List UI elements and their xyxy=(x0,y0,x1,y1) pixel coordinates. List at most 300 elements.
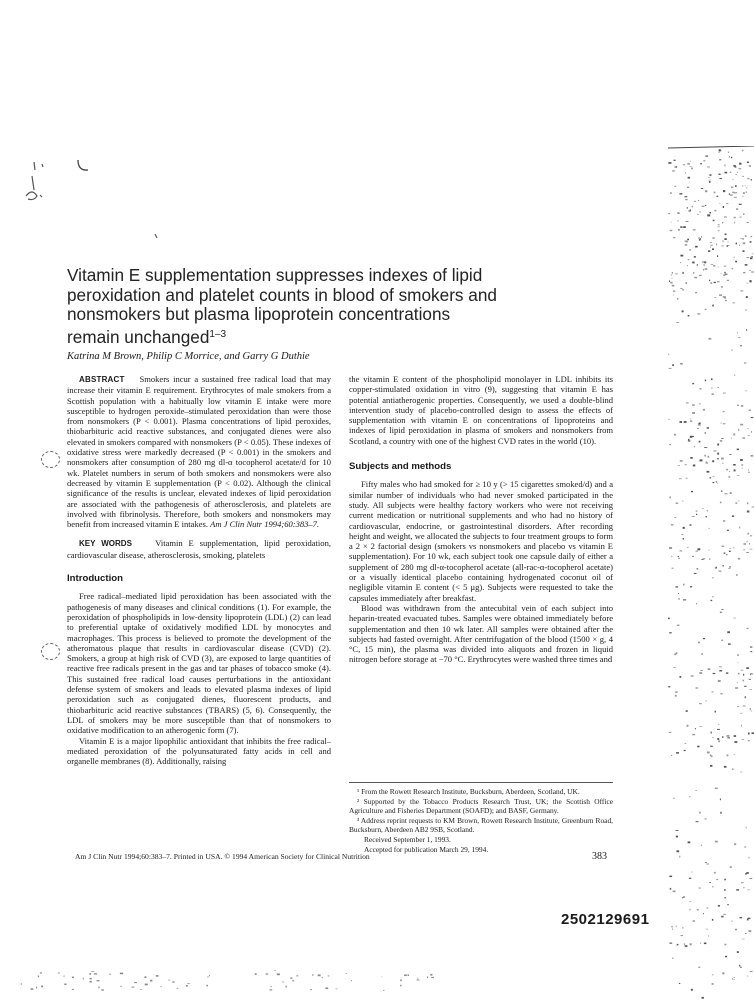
noise-speck xyxy=(698,642,700,644)
noise-speck xyxy=(731,921,733,922)
noise-speck xyxy=(719,178,722,179)
noise-speck xyxy=(678,558,680,559)
noise-speck xyxy=(712,737,714,738)
author-list: Katrina M Brown, Philip C Morrice, and Garry G Duthie xyxy=(67,351,310,362)
noise-speck xyxy=(708,935,709,936)
noise-speck xyxy=(694,446,695,447)
noise-speck xyxy=(672,170,675,171)
noise-speck xyxy=(741,406,743,407)
noise-speck xyxy=(708,250,710,252)
noise-speck xyxy=(668,213,670,214)
noise-speck xyxy=(743,196,744,198)
noise-speck xyxy=(734,735,737,737)
noise-speck xyxy=(749,165,751,167)
abstract-text: Smokers incur a sustained free radical load that may increase their vitamin E requirement. Erythrocytes of male smokers from a Scottish population with a habitually low vitamin E intake were more susceptible to hydrogen peroxide–stimulated peroxidation than were those from nonsmokers (P < 0.001). Plasma concentrations of lipid peroxides, thiobarbituric acid reactive substances, and conjugated dienes were also elevated in smokers compared with nonsmokers (P < 0.05). These indexes of oxidative stress were markedly decreased (P < 0.001) in the smokers and nonsmokers after consumption of 280 mg dl-α tocopherol acetate/d for 10 wk. Platelet numbers in serum of both smokers and nonsmokers were also decreased by vitamin E supplementation (P < 0.02). Although the clinical significance of the results is unclear, elevated indexes of lipid peroxidation are associated with the pathogenesis of atherosclerosis, and platelets are involved with fibrinolysis. Therefore, both smokers and nonsmokers may benefit from increased vitamin E intakes. xyxy=(67,374,331,530)
noise-speck xyxy=(674,434,676,436)
noise-speck xyxy=(725,234,727,236)
noise-speck xyxy=(739,500,740,501)
noise-speck xyxy=(731,438,732,439)
noise-speck xyxy=(670,192,672,194)
noise-speck xyxy=(673,667,675,668)
noise-speck xyxy=(748,472,750,473)
noise-speck xyxy=(721,916,723,918)
noise-speck xyxy=(690,909,691,911)
noise-speck xyxy=(707,214,710,216)
noise-speck xyxy=(713,476,715,477)
noise-speck xyxy=(696,790,697,791)
noise-speck xyxy=(700,238,701,240)
noise-speck xyxy=(728,477,730,478)
noise-speck xyxy=(735,185,737,187)
noise-speck xyxy=(678,598,679,600)
noise-speck xyxy=(717,458,719,459)
noise-speck xyxy=(721,640,723,641)
noise-speck xyxy=(695,246,698,248)
noise-speck xyxy=(744,686,746,687)
noise-speck xyxy=(715,788,718,789)
noise-speck xyxy=(94,973,97,974)
noise-speck xyxy=(678,229,680,231)
noise-speck xyxy=(721,458,724,460)
noise-speck xyxy=(726,203,728,204)
noise-speck xyxy=(83,978,84,980)
noise-speck xyxy=(724,766,727,768)
noise-speck xyxy=(690,943,692,945)
noise-speck xyxy=(346,973,347,974)
noise-speck xyxy=(718,225,720,226)
noise-speck xyxy=(701,236,702,238)
noise-speck xyxy=(144,976,146,978)
noise-speck xyxy=(383,990,384,991)
noise-speck xyxy=(736,208,738,210)
noise-speck xyxy=(730,548,731,549)
noise-speck xyxy=(672,272,673,273)
noise-speck xyxy=(708,668,711,670)
noise-speck xyxy=(725,172,728,174)
noise-speck xyxy=(672,929,673,930)
noise-speck xyxy=(711,732,712,734)
noise-speck xyxy=(676,836,678,838)
noise-speck xyxy=(720,799,721,801)
noise-speck xyxy=(740,424,743,426)
noise-speck xyxy=(742,185,743,186)
noise-speck xyxy=(729,551,731,552)
noise-speck xyxy=(709,558,710,560)
noise-speck xyxy=(719,571,722,572)
noise-speck xyxy=(680,460,683,462)
noise-speck xyxy=(707,167,710,168)
noise-speck xyxy=(732,515,734,517)
noise-speck xyxy=(702,508,704,509)
noise-speck xyxy=(690,209,691,211)
noise-speck xyxy=(727,469,728,471)
noise-speck xyxy=(748,857,749,859)
noise-speck xyxy=(670,230,673,231)
noise-speck xyxy=(209,975,210,976)
abstract xyxy=(67,374,331,529)
noise-speck xyxy=(709,528,710,529)
noise-speck xyxy=(743,176,744,177)
noise-speck xyxy=(721,438,724,439)
noise-speck xyxy=(713,265,715,267)
noise-speck xyxy=(731,187,733,188)
noise-speck xyxy=(679,193,682,194)
noise-speck xyxy=(711,600,713,601)
noise-speck xyxy=(744,362,746,363)
scan-mark-squiggle xyxy=(26,176,42,200)
noise-speck xyxy=(743,193,745,194)
noise-speck xyxy=(312,974,313,976)
noise-speck xyxy=(719,666,722,667)
noise-speck xyxy=(743,214,744,215)
noise-speck xyxy=(668,686,670,687)
noise-speck xyxy=(749,270,751,271)
noise-speck xyxy=(145,984,148,986)
noise-speck xyxy=(705,862,707,863)
noise-speck xyxy=(669,943,672,944)
noise-speck xyxy=(318,975,321,977)
abstract-citation: Am J Clin Nutr 1994;60:383–7. xyxy=(210,519,320,530)
noise-speck xyxy=(685,743,687,744)
noise-speck xyxy=(738,429,739,431)
noise-speck xyxy=(696,603,697,604)
noise-speck xyxy=(722,736,724,738)
noise-speck xyxy=(744,847,746,848)
noise-speck xyxy=(715,210,717,212)
noise-speck xyxy=(730,195,733,196)
noise-speck xyxy=(734,618,736,619)
noise-speck xyxy=(680,226,682,228)
noise-speck xyxy=(120,973,123,975)
noise-speck xyxy=(680,550,683,551)
noise-speck xyxy=(741,725,742,727)
noise-speck xyxy=(704,447,707,448)
noise-speck xyxy=(733,303,735,304)
noise-speck xyxy=(693,272,694,274)
margin-annotation-circle xyxy=(41,643,60,660)
noise-speck xyxy=(721,273,722,274)
noise-speck xyxy=(725,300,726,301)
noise-speck xyxy=(719,295,722,296)
noise-speck xyxy=(691,675,694,676)
noise-speck xyxy=(675,691,677,693)
column-right xyxy=(349,374,613,665)
noise-speck xyxy=(671,275,672,276)
noise-speck xyxy=(682,272,683,274)
noise-speck xyxy=(109,974,111,975)
noise-speck xyxy=(408,974,409,976)
noise-speck xyxy=(722,463,723,464)
noise-speck xyxy=(699,423,701,425)
noise-speck xyxy=(687,207,688,208)
noise-speck xyxy=(727,631,730,633)
noise-speck xyxy=(730,172,732,173)
noise-speck xyxy=(733,464,736,466)
noise-speck xyxy=(692,556,694,557)
scan-edge-noise xyxy=(668,146,754,1000)
noise-speck xyxy=(675,167,678,168)
noise-speck xyxy=(720,812,721,814)
noise-speck xyxy=(207,977,209,978)
noise-speck xyxy=(678,465,680,466)
noise-speck xyxy=(322,977,323,978)
noise-speck xyxy=(699,403,701,404)
noise-speck xyxy=(735,261,737,263)
noise-speck xyxy=(668,419,669,420)
noise-speck xyxy=(727,904,729,905)
noise-speck xyxy=(708,338,711,340)
noise-speck xyxy=(717,729,720,730)
noise-speck xyxy=(750,549,753,550)
noise-speck xyxy=(706,461,707,463)
noise-speck xyxy=(325,988,328,990)
noise-speck xyxy=(723,423,726,424)
noise-speck xyxy=(692,516,695,517)
noise-speck xyxy=(38,976,39,978)
noise-speck xyxy=(727,242,729,243)
noise-speck xyxy=(700,670,703,671)
noise-speck xyxy=(705,269,708,270)
noise-speck xyxy=(741,464,743,465)
noise-speck xyxy=(705,156,708,157)
noise-speck xyxy=(714,872,715,874)
noise-speck xyxy=(679,478,682,479)
noise-speck xyxy=(671,755,672,756)
methods-paragraph-1: Fifty males who had smoked for ≥ 10 y (> 15 cigarettes smoked/d) and a similar number of individuals who had never smoked participated in the study. All subjects were healthy factory workers who were not receiving current medication or nutritional supplements and who had no history of cardiovascular, endocrine, or gastrointestinal disorders. After recording height and weight, we allocated the subjects to four treatment groups to form a 2 × 2 factorial design (smokers vs nonsmokers and placebo vs vitamin E supplementation). For 10 wk, each subject took one capsule daily of either a supplement of 280 mg dl-α-tocopherol acetate (all-rac-α-tocopherol acetate) or a visually identical placebo containing hydrogenated coconut oil of negligible vitamin E content (< 5 μg). Subjects were requested to take the capsules immediately after breakfast. xyxy=(349,479,613,603)
noise-speck xyxy=(689,249,691,251)
noise-speck xyxy=(750,535,752,536)
noise-speck xyxy=(710,754,711,756)
noise-speck xyxy=(740,917,743,918)
noise-speck xyxy=(699,441,701,443)
noise-speck xyxy=(686,221,689,222)
noise-speck xyxy=(671,222,672,223)
noise-speck xyxy=(730,866,732,868)
noise-speck xyxy=(736,574,737,576)
noise-speck xyxy=(674,654,676,656)
noise-speck xyxy=(680,676,682,678)
noise-speck xyxy=(725,493,728,494)
noise-speck xyxy=(746,667,749,669)
noise-speck xyxy=(286,986,287,988)
noise-speck xyxy=(749,543,750,545)
noise-speck xyxy=(705,309,707,310)
noise-speck xyxy=(710,765,712,767)
noise-speck xyxy=(699,812,701,814)
noise-speck xyxy=(705,190,708,192)
noise-speck xyxy=(90,978,92,980)
scan-bottom-dots xyxy=(21,970,434,991)
noise-speck xyxy=(729,566,731,568)
noise-speck xyxy=(688,177,691,179)
noise-speck xyxy=(710,282,712,284)
noise-speck xyxy=(687,239,689,241)
section-heading-introduction: Introduction xyxy=(67,573,123,585)
noise-speck xyxy=(747,502,748,504)
noise-speck xyxy=(690,457,692,459)
noise-speck xyxy=(335,989,337,990)
noise-speck xyxy=(695,728,696,729)
noise-speck xyxy=(696,514,697,515)
noise-speck xyxy=(690,586,692,587)
noise-speck xyxy=(696,688,699,689)
noise-speck xyxy=(714,282,716,283)
noise-speck xyxy=(381,977,382,978)
noise-speck xyxy=(712,393,714,395)
noise-speck xyxy=(101,989,103,990)
noise-speck xyxy=(736,174,737,175)
noise-speck xyxy=(723,411,725,412)
noise-speck xyxy=(747,222,749,223)
noise-speck xyxy=(723,296,726,298)
noise-speck xyxy=(737,405,739,406)
noise-speck xyxy=(430,974,432,976)
noise-speck xyxy=(749,679,751,680)
noise-speck xyxy=(738,337,741,338)
noise-speck xyxy=(668,354,669,355)
noise-speck xyxy=(692,871,693,872)
footnote-2: ² Supported by the Tobacco Products Research Trust, UK; the Scottish Office Agriculture and Fisheries Department (SOAFD); and BASF, Germany. xyxy=(349,797,613,815)
noise-speck xyxy=(736,889,739,890)
noise-speck xyxy=(718,152,720,153)
noise-speck xyxy=(21,983,22,985)
noise-speck xyxy=(64,984,66,986)
noise-speck xyxy=(680,255,683,257)
noise-speck xyxy=(701,188,703,189)
noise-speck xyxy=(716,879,718,880)
noise-speck xyxy=(683,584,685,586)
noise-speck xyxy=(722,222,723,223)
noise-speck xyxy=(747,541,748,543)
noise-speck xyxy=(676,830,679,831)
noise-speck xyxy=(723,520,725,522)
noise-speck xyxy=(713,673,716,674)
noise-speck xyxy=(206,985,208,987)
noise-speck xyxy=(699,887,701,888)
noise-speck xyxy=(685,244,688,246)
noise-speck xyxy=(709,174,711,176)
noise-speck xyxy=(740,290,743,291)
noise-speck xyxy=(740,345,742,347)
noise-speck xyxy=(724,553,726,554)
noise-speck xyxy=(684,943,685,945)
noise-speck xyxy=(737,706,739,707)
noise-speck xyxy=(711,388,713,389)
noise-speck xyxy=(296,975,298,976)
noise-speck xyxy=(711,756,712,757)
noise-speck xyxy=(717,453,719,455)
noise-speck xyxy=(719,149,721,151)
noise-speck xyxy=(717,196,719,197)
noise-speck xyxy=(742,150,744,152)
noise-speck xyxy=(676,926,677,928)
noise-speck xyxy=(691,167,694,168)
noise-speck xyxy=(731,157,732,158)
noise-speck xyxy=(707,427,709,429)
noise-speck xyxy=(722,609,724,610)
noise-speck xyxy=(712,248,714,250)
noise-speck xyxy=(681,935,684,936)
noise-speck xyxy=(669,497,671,499)
section-heading-methods: Subjects and methods xyxy=(349,461,452,473)
noise-speck xyxy=(676,503,679,504)
noise-speck xyxy=(723,914,726,915)
noise-speck xyxy=(702,653,703,654)
noise-speck xyxy=(58,973,60,974)
noise-speck xyxy=(747,428,748,429)
noise-speck xyxy=(710,746,713,747)
noise-speck xyxy=(274,970,275,971)
noise-speck xyxy=(675,517,677,518)
noise-speck xyxy=(693,230,696,231)
noise-speck xyxy=(711,378,713,380)
noise-speck xyxy=(737,332,738,333)
scan-marks xyxy=(0,0,200,260)
noise-speck xyxy=(31,988,34,990)
noise-speck xyxy=(684,421,687,423)
noise-speck xyxy=(712,919,713,921)
noise-speck xyxy=(710,477,712,478)
noise-speck xyxy=(732,179,733,180)
noise-speck xyxy=(731,350,732,351)
noise-speck xyxy=(692,262,694,264)
noise-speck xyxy=(707,907,709,908)
title-footnote-marker: 1–3 xyxy=(209,328,227,340)
noise-speck xyxy=(690,524,692,525)
noise-speck xyxy=(310,989,312,990)
noise-speck xyxy=(729,193,730,195)
noise-speck xyxy=(741,670,744,671)
noise-speck xyxy=(751,711,753,712)
noise-speck xyxy=(691,491,693,492)
noise-speck xyxy=(187,983,190,984)
scan-mark-hook xyxy=(78,160,88,170)
noise-speck xyxy=(160,987,162,988)
noise-speck xyxy=(747,533,749,535)
noise-speck xyxy=(690,420,692,422)
noise-speck xyxy=(739,245,740,246)
noise-speck xyxy=(743,706,746,707)
noise-speck xyxy=(727,737,730,738)
noise-speck xyxy=(706,929,708,930)
noise-speck xyxy=(745,391,747,392)
noise-speck xyxy=(168,980,170,981)
noise-speck xyxy=(746,628,748,629)
noise-speck xyxy=(675,695,677,697)
noise-speck xyxy=(745,698,746,699)
footnote-3: ³ Address reprint requests to KM Brown, Rowett Research Institute, Greenburn Road, Bucksburn, Aberdeen AB2 9SB, Scotland. xyxy=(349,816,613,834)
noise-speck xyxy=(712,305,714,307)
noise-speck xyxy=(718,680,721,681)
noise-speck xyxy=(97,980,100,981)
noise-speck xyxy=(699,672,702,674)
noise-speck xyxy=(724,944,726,946)
noise-speck xyxy=(676,752,679,754)
document-id: 2502129691 xyxy=(561,911,650,928)
noise-speck xyxy=(740,459,743,461)
noise-speck xyxy=(672,364,674,366)
noise-speck xyxy=(698,425,701,426)
noise-speck xyxy=(669,444,671,445)
noise-speck xyxy=(270,989,273,990)
noise-speck xyxy=(734,375,735,376)
noise-speck xyxy=(735,502,737,503)
noise-speck xyxy=(724,889,725,891)
noise-speck xyxy=(683,226,686,228)
noise-speck xyxy=(186,985,188,987)
noise-speck xyxy=(724,897,726,898)
noise-speck xyxy=(673,798,675,799)
